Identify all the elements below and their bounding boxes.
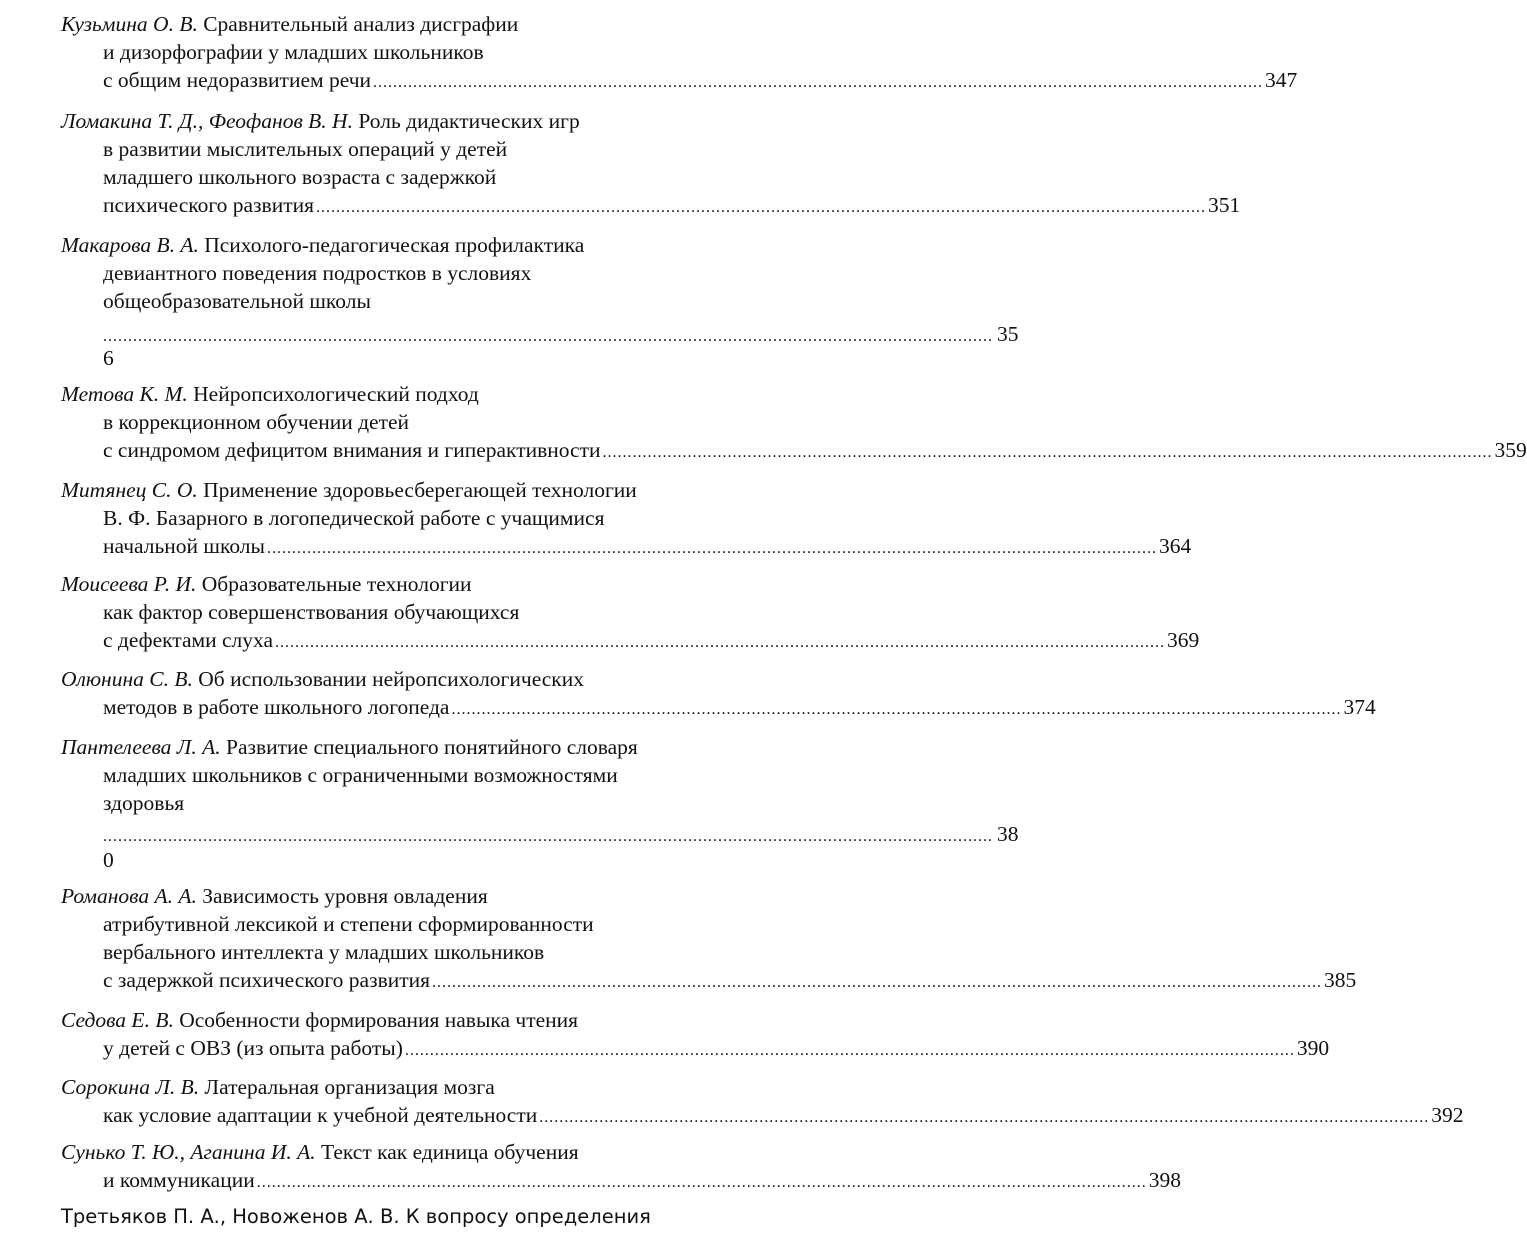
entry-author: Олюнина С. В. xyxy=(61,667,193,691)
entry-title: Зависимость уровня овладения xyxy=(202,884,488,908)
page-number-part: 0 xyxy=(103,848,114,872)
page-number: 374 xyxy=(1343,695,1376,719)
entry-title-line: и коммуникации xyxy=(103,1168,255,1192)
entry-title: Об использовании нейропсихологических xyxy=(198,667,585,691)
entry-author: Седова Е. В. xyxy=(61,1008,174,1032)
dot-leader: .................................................................................................................................................................................. xyxy=(404,1042,1295,1059)
dot-leader: .................................................................................................................................................................................. xyxy=(373,74,1264,91)
entry-author: Кузьмина О. В. xyxy=(61,12,198,36)
entry-title-line: общеобразовательной школы xyxy=(103,289,371,313)
dot-leader: .................................................................................................................................................................................. xyxy=(256,1174,1147,1191)
entry-title-line: девиантного поведения подростков в условиях xyxy=(103,261,532,285)
entry-author: Метова К. М. xyxy=(61,382,188,406)
entry-title: Применение здоровьесберегающей технологии xyxy=(203,478,637,502)
entry-title-line: в коррекционном обучении детей xyxy=(103,410,410,434)
dot-leader: .................................................................................................................................................................................. xyxy=(539,1109,1430,1126)
dot-leader: .................................................................................................................................................................................. xyxy=(451,701,1342,718)
page-number: 369 xyxy=(1167,628,1200,652)
dot-leader: .................................................................................................................................................................................. xyxy=(432,974,1323,991)
entry-first-line xyxy=(61,1006,578,1034)
entry-title-line: и дизорфографии у младших школьников xyxy=(103,40,484,64)
entry-author: Романова А. А. xyxy=(61,884,197,908)
entry-last-line xyxy=(103,1166,1181,1197)
entry-first-line xyxy=(61,380,479,408)
entry-title-line: вербального интеллекта у младших школьников xyxy=(103,940,545,964)
entry-last-line xyxy=(103,66,1298,97)
next-entry-line: Третьяков П. А., Новоженов А. В. К вопросу определения xyxy=(61,1205,651,1228)
entry-title-line: младшего школьного возраста с задержкой xyxy=(103,165,497,189)
page-number: 364 xyxy=(1158,534,1192,558)
entry-title-line: как фактор совершенствования обучающихся xyxy=(103,600,520,624)
entry-title: Латеральная организация мозга xyxy=(204,1075,495,1099)
entry-first-line xyxy=(61,1073,495,1101)
entry-last-line xyxy=(103,436,1527,467)
entry-first-line xyxy=(61,1138,579,1166)
entry-first-line xyxy=(61,882,488,910)
entry-author: Митянец С. О. xyxy=(61,478,198,502)
dot-leader: .................................................................................................................................................................................. xyxy=(103,328,993,345)
page-number: 390 xyxy=(1296,1036,1330,1060)
page-number-part: 35 xyxy=(997,322,1019,346)
page-number-part: 38 xyxy=(997,822,1019,846)
entry-title: Психолого-педагогическая профилактика xyxy=(204,233,585,257)
entry-title-line: с синдромом дефицитом внимания и гиперактивности xyxy=(103,438,601,462)
page-number-part: 6 xyxy=(103,346,114,370)
entry-title-line: здоровья xyxy=(103,791,185,815)
page-number: 359 xyxy=(1494,438,1527,462)
entry-title-line: как условие адаптации к учебной деятельности xyxy=(103,1103,538,1127)
entry-last-line xyxy=(103,1101,1464,1132)
entry-title-line: у детей с ОВЗ (из опыта работы) xyxy=(103,1036,403,1060)
page-number: 398 xyxy=(1148,1168,1181,1192)
entry-first-line xyxy=(61,733,638,761)
entry-title-line: психического развития xyxy=(103,193,314,217)
entry-last-line xyxy=(103,532,1192,563)
entry-last-line xyxy=(103,966,1357,997)
entry-title: Особенности формирования навыка чтения xyxy=(179,1008,579,1032)
entry-author: Макарова В. А. xyxy=(61,233,199,257)
page-number: 351 xyxy=(1208,193,1241,217)
entry-first-line xyxy=(61,107,580,135)
page-number: 347 xyxy=(1265,68,1298,92)
dot-leader: .................................................................................................................................................................................. xyxy=(103,828,993,845)
dot-leader: .................................................................................................................................................................................. xyxy=(316,199,1206,216)
entry-title-line: начальной школы xyxy=(103,534,265,558)
entry-last-line xyxy=(103,693,1376,724)
entry-author: Ломакина Т. Д., Феофанов В. Н. xyxy=(61,109,353,133)
entry-author: Пантелеева Л. А. xyxy=(61,735,221,759)
entry-title-line: с общим недоразвитием речи xyxy=(103,68,372,92)
entry-title-line: младших школьников с ограниченными возможностями xyxy=(103,763,618,787)
entry-first-line xyxy=(61,231,584,259)
entry-leader-line xyxy=(103,820,1019,851)
entry-leader-line xyxy=(103,320,1019,351)
entry-first-line xyxy=(61,570,472,598)
entry-title-line: методов в работе школьного логопеда xyxy=(103,695,450,719)
entry-last-line xyxy=(103,191,1241,222)
entry-title: Развитие специального понятийного словаря xyxy=(225,735,638,759)
entry-first-line xyxy=(61,665,584,693)
entry-title: Текст как единица обучения xyxy=(321,1140,579,1164)
entry-title: Сравнительный анализ дисграфии xyxy=(203,12,519,36)
entry-last-line xyxy=(103,626,1200,657)
entry-title-line: атрибутивной лексикой и степени сформированности xyxy=(103,912,594,936)
entry-title-line: В. Ф. Базарного в логопедической работе с учащимися xyxy=(103,506,605,530)
entry-title: Роль дидактических игр xyxy=(358,109,580,133)
entry-title-line: с задержкой психического развития xyxy=(103,968,431,992)
entry-author: Сунько Т. Ю., Аганина И. А. xyxy=(61,1140,316,1164)
page-number: 385 xyxy=(1324,968,1357,992)
entry-title: Нейропсихологический подход xyxy=(193,382,479,406)
entry-title-line: с дефектами слуха xyxy=(103,628,274,652)
entry-title: Образовательные технологии xyxy=(201,572,472,596)
dot-leader: .................................................................................................................................................................................. xyxy=(275,634,1166,651)
entry-last-line xyxy=(103,1034,1330,1065)
dot-leader: .................................................................................................................................................................................. xyxy=(602,444,1493,461)
dot-leader: .................................................................................................................................................................................. xyxy=(266,540,1157,557)
page-number: 392 xyxy=(1431,1103,1464,1127)
entry-first-line xyxy=(61,476,637,504)
entry-author: Моисеева Р. И. xyxy=(61,572,197,596)
entry-author: Сорокина Л. В. xyxy=(61,1075,200,1099)
entry-first-line xyxy=(61,10,518,38)
entry-title-line: в развитии мыслительных операций у детей xyxy=(103,137,508,161)
